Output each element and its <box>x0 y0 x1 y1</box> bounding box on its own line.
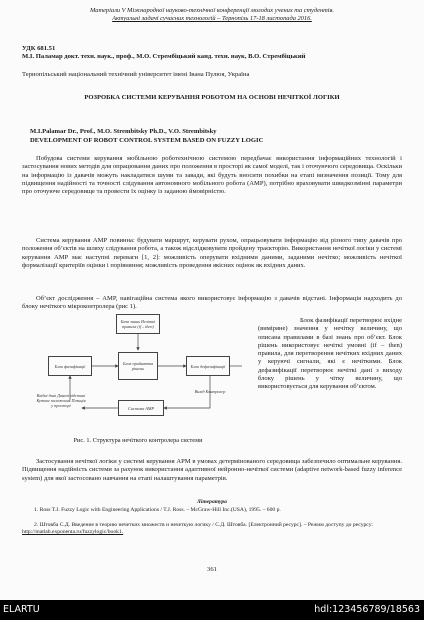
decision-box: Блок прийняття рішень <box>118 352 158 380</box>
title-en: DEVELOPMENT OF ROBOT CONTROL SYSTEM BASED ON FUZZY LOGIC <box>30 137 264 144</box>
udc-code: УДК 681.51 <box>22 45 56 52</box>
authors-ua: М.І. Паламар докт. техн. наук., проф., М.О. Стрембіцький канд. техн. наук, В.О. Стрембіцький <box>22 53 306 60</box>
defuzzification-box: Блок дефазифікації <box>186 356 230 376</box>
running-header-line1: Матеріали V Міжнародної науково-технічної конференції молодих учених та студентів. <box>90 7 334 14</box>
reference-2-link[interactable]: http://matlab.exponenta.ru/fuzzylogic/book1. <box>22 529 124 536</box>
paragraph-1: Побудова системи керування мобільною роботехнічною системою передбачає використання інформаційних технологій і застосування нових методів для опрацювання даних про положення в просторі як самої моделі, так і оточуючого середовища. Оскільки на інформацію із давачів можуть накладатися шуми та завади, які будуть вносити похибки на етапі визначення позиції. Тому для підвищення надійності та точності слідування автономного мобільного робота (АМР), потрібно враховувати швидкозмінні параметри про оточуюче середовище та провести їх оцінку із заданою ймовірністю. <box>22 155 402 195</box>
fuzzification-box: Блок фазифікації <box>48 356 92 376</box>
status-bar <box>0 600 424 620</box>
paragraph-right-column: Блок фазифікації перетворює вхідне (виміряне) значення у нечітку величину, що описана правилами в базі знань про об’єкт. Блок рішень використовує нечіткі умовні (if – then) правила, для перетворення нечітких вхідних даних у керуючі сигнали, які є нечіткими. Блок дефазифікації перетворює нечіткі дані з виходу блоку рішень у чітку величину, що використовується для керування об’єктом. <box>258 317 402 390</box>
input-data-label: Вхідні дані Давачі відстані Кутове положення Позиція у просторі <box>36 392 86 408</box>
handle-identifier: hdl:123456789/18563 <box>314 604 420 615</box>
page-number: 361 <box>207 566 217 573</box>
reference-1: 1. Ross T.J. Fuzzy Logic with Engineering Applications / T.J. Ross. – McGraw-Hill Inc.(USA), 1995. – 600 p. <box>34 507 281 513</box>
figure-caption: Рис. 1. Структура нечіткого контролера системи <box>73 437 203 444</box>
references-heading: Література <box>197 499 227 505</box>
affiliation-ua: Тернопільський національний технічний університет імені Івана Пулюя, Україна <box>22 71 250 78</box>
output-label: Вихід Контролер <box>194 388 226 394</box>
repository-name: ELARTU <box>3 604 40 615</box>
authors-en: M.I.Palamar Dr., Prof., M.O. Strembitsky Ph.D., V.O. Strembitsky <box>30 128 217 135</box>
reference-2-text: 2. Штовба С.Д. Введение в теорию нечетких множеств и нечеткую логику / С.Д. Штовба. [Електронний ресурс]. – Режим доступу до ресурсу: <box>34 522 373 528</box>
paragraph-4: Застосування нечіткої логіки у системі керування АРМ в умовах детермінованого середовища забезпечило оптимальне керування. Підвищення надійність системи за рахунок використання адаптивної нейронно-нечіткої системи (adaptive network-based fuzzy inference system) для якої застосовано навчання на етапі налаштування параметрів. <box>22 458 402 482</box>
paragraph-2: Система керування АМР повинна: будувати маршрут, керувати рухом, опрацьовувати інформацію від різного типу давачів про положення об’єктів на шляху слідування робота, а також відслідковувати пройдену траєкторію. Використання нечіткої логіки у системі керування АМР має наступні переваги [1, 2]: можливість оперувати вхідними даними, заданими нечітко; можливість нечіткої формалізації критеріїв оцінки і порівняння; можливість проведення якісних оцінок як вхідних даних. <box>22 237 402 269</box>
paragraph-3: Об’єкт дослідження – АМР, навігаційна система якого використовує інформацію з давачів відстані. Інформація надходить до блоку нечіткого мікроконтролера (рис 1). <box>22 295 402 311</box>
fuzzy-controller-diagram <box>22 312 254 424</box>
title-ua: РОЗРОБКА СИСТЕМИ КЕРУВАННЯ РОБОТОМ НА ОСНОВІ НЕЧІТКОЇ ЛОГІКИ <box>84 94 340 101</box>
running-header-line2: Актуальні задачі сучасних технологій – Тернопіль 17-18 листопада 2016. <box>112 15 312 22</box>
amr-system-box: Система АМР <box>118 400 164 416</box>
knowledge-base-box: База знань Нечіткі правила (if – then) <box>116 314 160 334</box>
reference-2 <box>22 522 402 536</box>
